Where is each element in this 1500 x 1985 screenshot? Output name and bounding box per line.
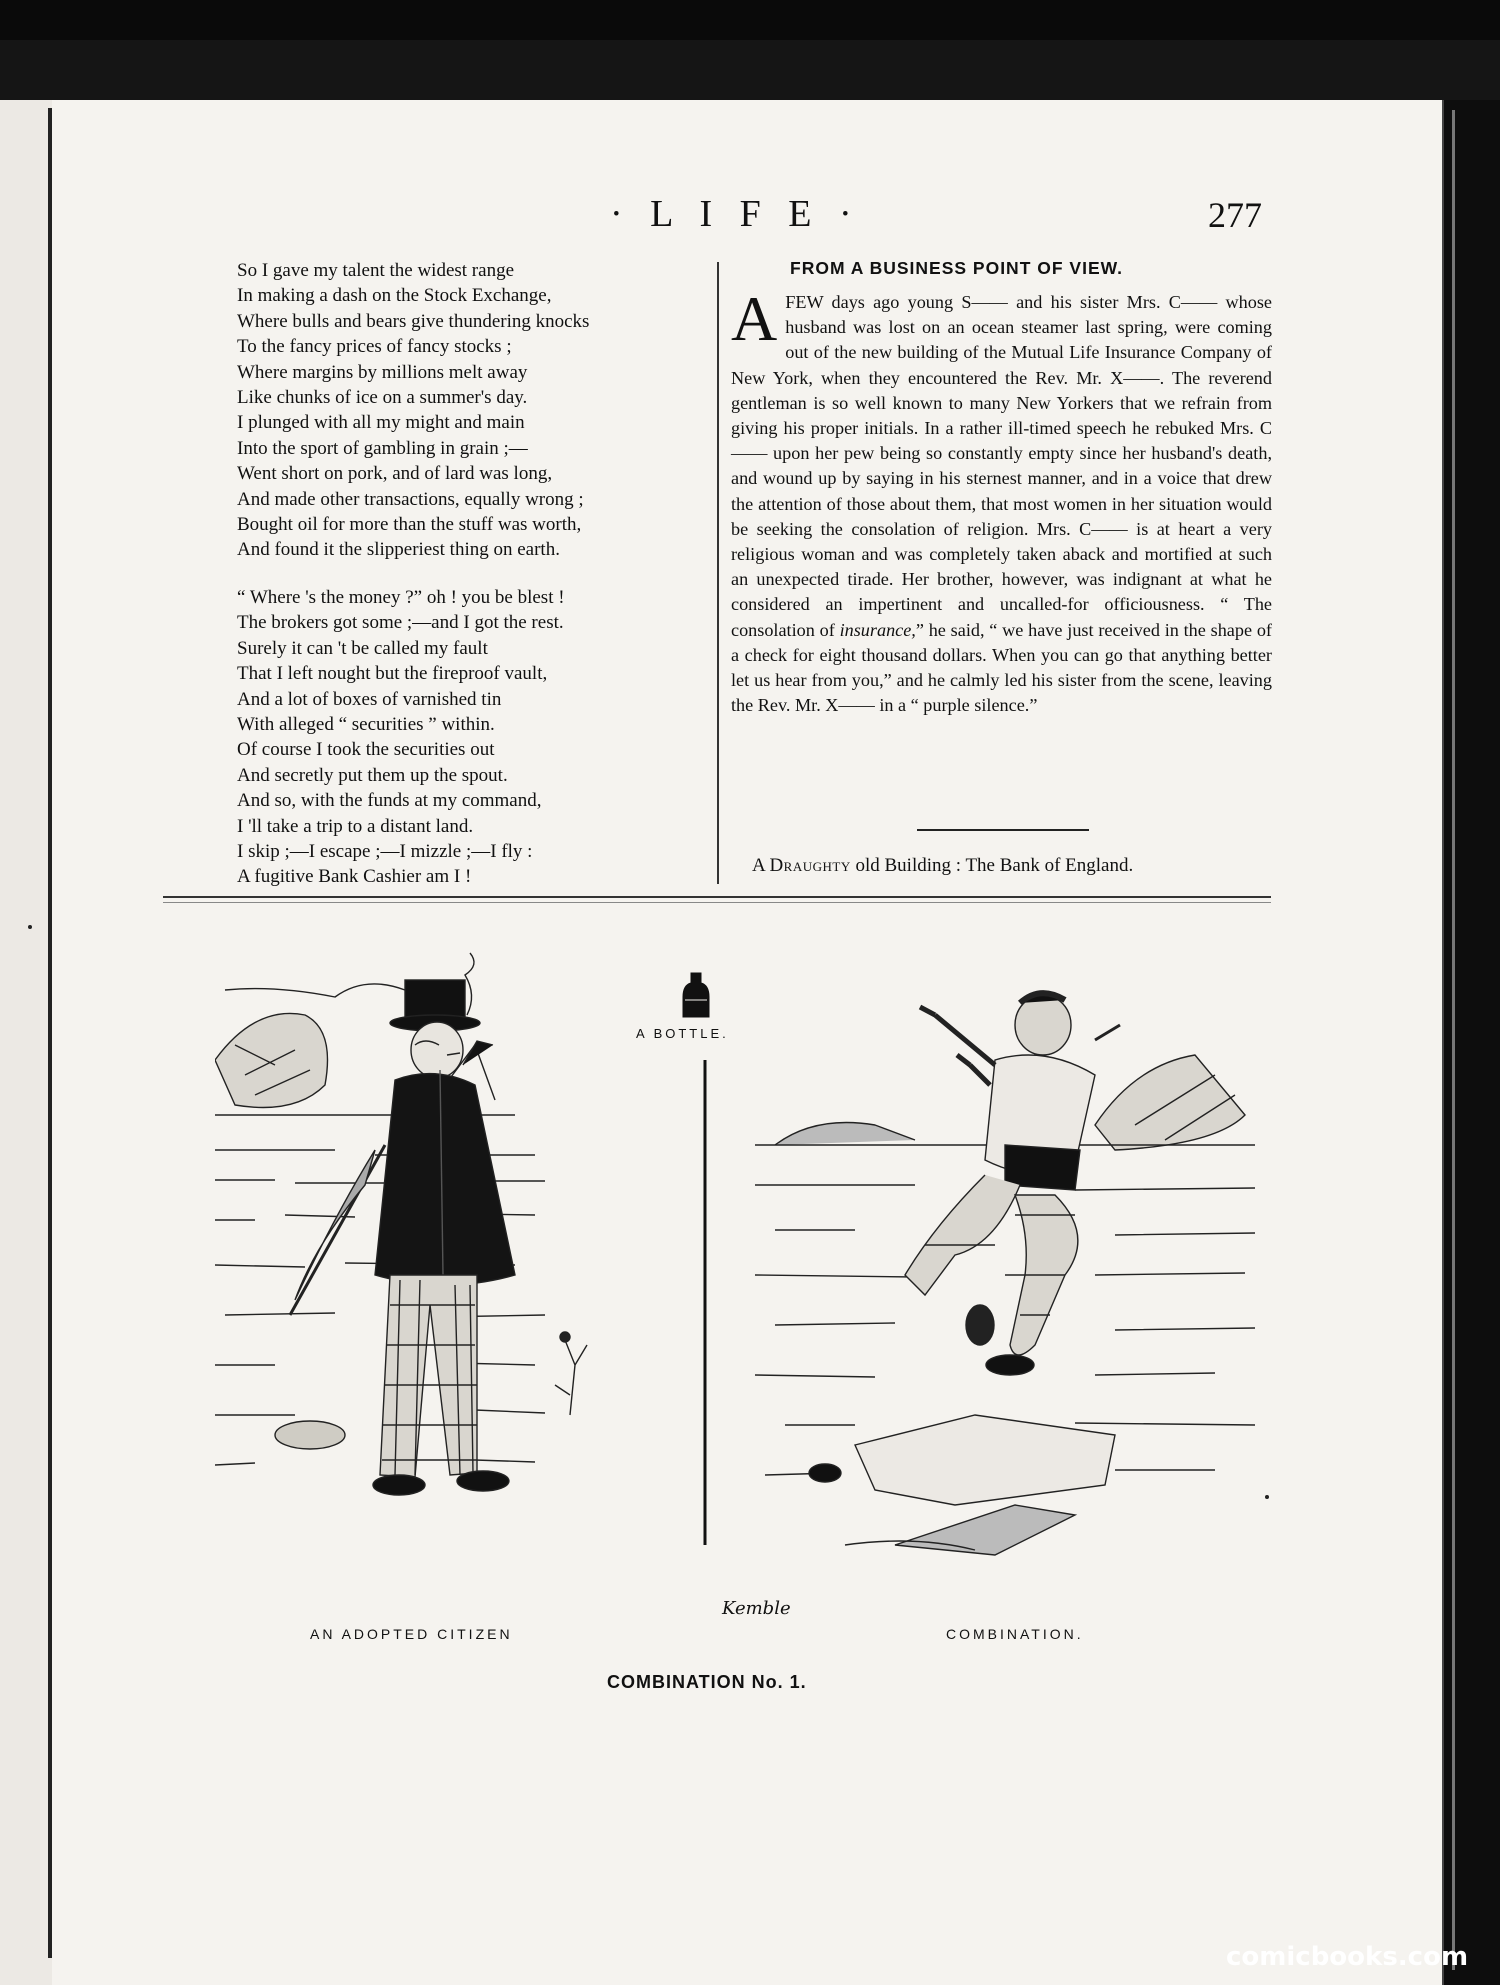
joke-prefix: A [752,855,770,876]
horizontal-rule-thin [163,902,1271,903]
poem-line: A fugitive Bank Cashier am I ! [237,866,472,888]
joke-line [752,855,1133,877]
horizontal-rule [163,896,1271,898]
drop-cap: A [731,283,778,354]
section-rule [917,829,1089,831]
poem-line: I 'll take a trip to a distant land. [237,815,474,837]
poem-line: The brokers got some ;—and I got the rest. [237,612,564,634]
poem-line: And a lot of boxes of varnished tin [237,688,502,710]
masthead: · L I F E · [610,193,861,235]
cartoon-illustration [215,945,1265,1660]
right-panel [755,993,1255,1555]
cartoon-title: COMBINATION No. 1. [607,1672,807,1692]
right-caption: COMBINATION. [946,1626,1084,1642]
article-italic: insurance, [839,619,916,640]
artist-signature: Kemble [722,1598,791,1619]
bottle-divider [683,973,709,1545]
poem-line: And found it the slipperiest thing on earth. [237,539,560,561]
poem-line: Went short on pork, and of lard was long, [237,463,553,485]
poem-line: I plunged with all my might and main [237,412,525,434]
poem-line: I skip ;—I escape ;—I mizzle ;—I fly : [237,840,533,862]
scan-speck [28,925,32,929]
scan-top-shadow [0,40,1500,100]
poem-line: With alleged “ securities ” within. [237,713,495,735]
article-title: FROM A BUSINESS POINT OF VIEW. [790,258,1124,278]
bottle-caption: A BOTTLE. [636,1026,729,1041]
poem-line: And so, with the funds at my command, [237,790,542,812]
article-text-end: ” he said, “ we have just received in the shape of a check for eight thousand dollars. When you can go that anything better let us hear from you,” and he calmly led his sister from the scene, leaving the Rev. Mr. X—— in a “ purple silence.” [731,619,1272,716]
article-body [731,283,1272,718]
poem-line: That I left nought but the fireproof vault, [237,663,548,685]
left-panel [215,953,587,1495]
poem [237,258,707,890]
poem-line: In making a dash on the Stock Exchange, [237,285,552,307]
scan-speck [1265,1495,1269,1499]
poem-line: And made other transactions, equally wrong ; [237,488,584,510]
joke-smallcaps: Draughty [769,855,851,876]
poem-line: And secretly put them up the spout. [237,764,508,786]
poem-line: Bought oil for more than the stuff was worth, [237,514,582,536]
poem-line: “ Where 's the money ?” oh ! you be blest ! [237,586,565,608]
page-number: 277 [1208,195,1262,235]
poem-line: Surely it can 't be called my fault [237,637,488,659]
column-divider [717,262,719,884]
poem-line: Where margins by millions melt away [237,361,528,383]
poem-line: So I gave my talent the widest range [237,260,515,281]
stanza-break [237,563,707,585]
poem-line: To the fancy prices of fancy stocks ; [237,336,512,358]
poem-line: Of course I took the securities out [237,739,495,761]
article-text: FEW days ago young S—— and his sister Mrs. C—— whose husband was lost on an ocean steamer last spring, were coming out of the new building of the Mutual Life Insurance Company of New York, when they encountered the Rev. Mr. X——. The reverend gentleman is so well known to many New Yorkers that we refrain from giving his proper initials. In a rather ill-timed speech he rebuked Mrs. C—— upon her pew being so constantly empty since her husband's death, and wound up by saying in his sternest manner, and in a voice that drew the attention of those about them, that most women in her situation would be seeking the consolation of religion. Mrs. C—— is at heart a very religious woman and was completely taken aback and mortified at such an unexpected tirade. Her brother, however, was indignant at what he considered an impertinent and uncalled-for officiousness. “ The consolation of [731,292,1272,640]
poem-line: Where bulls and bears give thundering knocks [237,310,590,332]
joke-text: old Building : The Bank of England. [850,855,1134,876]
left-caption: AN ADOPTED CITIZEN [310,1626,513,1642]
poem-line: Like chunks of ice on a summer's day. [237,387,528,409]
poem-line: Into the sport of gambling in grain ;— [237,437,528,459]
watermark: comicbooks.com [1226,1942,1469,1972]
scan-edge-stripe [1452,110,1455,1970]
